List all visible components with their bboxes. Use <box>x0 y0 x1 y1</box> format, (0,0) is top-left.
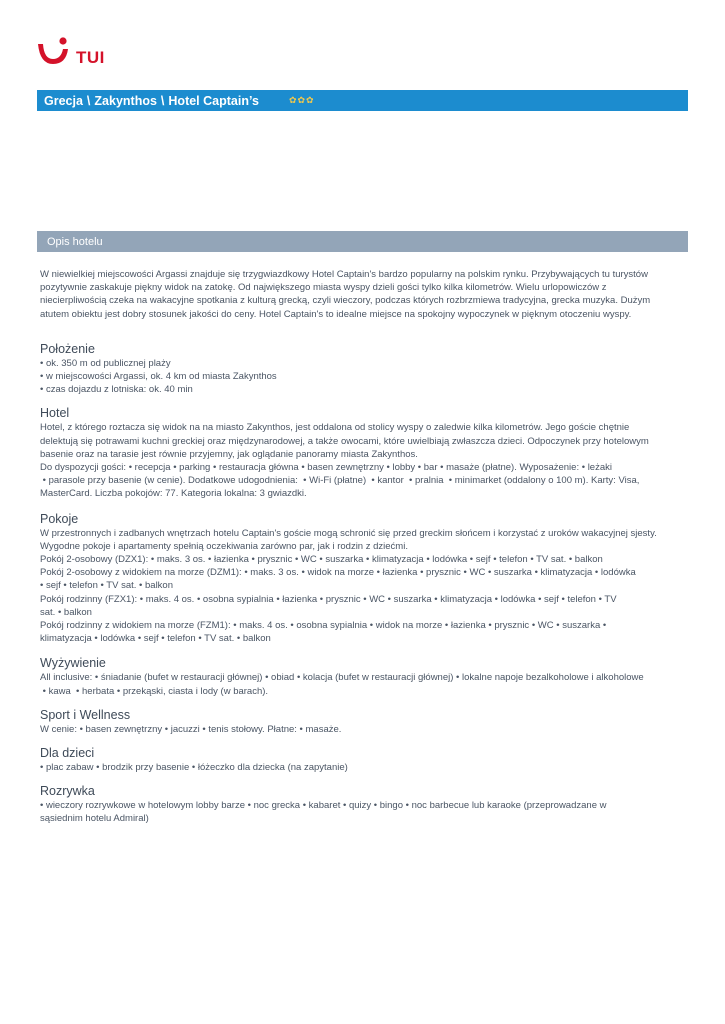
section-heading: Pokoje <box>40 511 79 526</box>
breadcrumb-separator: \ <box>160 93 165 108</box>
tui-logo <box>36 36 105 70</box>
section-line: klimatyzacja • lodówka • sejf • telefon • TV sat. • balkon <box>40 633 271 645</box>
section-line: delektują się potrawami kuchni greckiej oraz międzynarodowej, a także owocami, które uwielbiają zwłaszcza dzieci. Odpoczynek przy hotelowym <box>40 435 649 447</box>
section-line: • parasole przy basenie (w cenie). Dodatkowe udogodnienia: • Wi-Fi (płatne) • kantor • pralnia • minimarket (oddalony o 100 m). Karty: Visa, <box>40 475 640 487</box>
section-line: Pokój 2-osobowy z widokiem na morze (DZM1): • maks. 3 os. • widok na morze • łazienka • prysznic • WC • suszarka • klimatyzacja • lodówka <box>40 567 636 579</box>
intro-line: W niewielkiej miejscowości Argassi znajduje się trzygwiazdkowy Hotel Captain's bardzo popularny na polskim rynku. Przybywających tu turystów <box>40 269 648 280</box>
intro-line: atutem obiektu jest dobry stosunek jakości do ceny. Hotel Captain's to idealne miejsce na spokojny wypoczynek w pięknym otoczeniu wyspy. <box>40 308 632 320</box>
intro-line: pozytywnie zaskakuje piękny widok na zatokę. Od największego miasta wyspy dzieli gości tylko kilka kilometrów. Wielu urlopowiczów z <box>40 282 607 294</box>
hotel-rating <box>289 96 314 105</box>
section-line: MasterCard. Liczba pokojów: 77. Kategoria lokalna: 3 gwiazdki. <box>40 488 307 500</box>
star-icon: ✿ <box>306 95 314 105</box>
section-line: • ok. 350 m od publicznej plaży <box>40 357 171 369</box>
section-line: Pokój rodzinny (FZX1): • maks. 4 os. • osobna sypialnia • łazienka • prysznic • WC • suszarka • klimatyzacja • lodówka • sejf • telefon • TV <box>40 593 617 605</box>
section-heading: Rozrywka <box>40 784 95 799</box>
breadcrumb-separator: \ <box>86 93 91 108</box>
breadcrumb-country[interactable]: Grecja <box>44 93 83 108</box>
section-heading: Dla dzieci <box>40 746 95 761</box>
section-line: W przestronnych i zadbanych wnętrzach hotelu Captain's goście mogą schronić się przed greckim słońcem i korzystać z uroków wakacyjnej sjesty. <box>40 527 657 539</box>
section-line: Pokój rodzinny z widokiem na morze (FZM1): • maks. 4 os. • osobna sypialnia • widok na morze • łazienka • prysznic • WC • suszarka • <box>40 620 607 632</box>
section-line: • sejf • telefon • TV sat. • balkon <box>40 580 173 592</box>
section-line: • kawa • herbata • przekąski, ciasta i lody (w barach). <box>40 685 269 697</box>
hotel-description <box>40 268 660 826</box>
section-title: Opis hotelu <box>47 235 103 248</box>
section-line: • wieczory rozrywkowe w hotelowym lobby barze • noc grecka • kabaret • quizy • bingo • noc barbecue lub karaoke (przeprowadzane w <box>40 800 607 812</box>
section-hotel <box>40 405 660 500</box>
logo-text: TUI <box>76 48 105 67</box>
tui-smile-icon <box>36 36 72 70</box>
section-sport <box>40 707 660 736</box>
intro-paragraph <box>40 268 660 321</box>
section-rozrywka <box>40 783 660 825</box>
intro-line: niecierpliwością czeka na wakacyjne spotkania z kulturą grecką, czyli wieczory, podczas których rozbrzmiewa tradycyjna, grecka muzyka. Dużym <box>40 295 651 307</box>
section-wyzywienie <box>40 655 660 697</box>
section-line: All inclusive: • śniadanie (bufet w restauracji głównej) • obiad • kolacja (bufet w restauracji głównej) • lokalne napoje bezalkoholowe i alkoholowe <box>40 672 644 684</box>
section-line: W cenie: • basen zewnętrzny • jacuzzi • tenis stołowy. Płatne: • masaże. <box>40 723 342 735</box>
breadcrumb-region[interactable]: Zakynthos <box>94 93 157 108</box>
section-line: Do dyspozycji gości: • recepcja • parking • restauracja główna • basen zewnętrzny • lobby • bar • masaże (płatne). Wyposażenie: • leżaki <box>40 462 612 474</box>
section-line: • plac zabaw • brodzik przy basenie • łóżeczko dla dziecka (na zapytanie) <box>40 762 348 774</box>
section-line: sąsiednim hotelu Admiral) <box>40 813 149 825</box>
section-line: basenie oraz na tarasie jest równie przyjemny, jak oglądanie panoramy miasta Zakynthos. <box>40 448 418 460</box>
star-icon: ✿ <box>288 95 297 105</box>
section-polozenie <box>40 341 660 397</box>
section-line: Pokój 2-osobowy (DZX1): • maks. 3 os. • łazienka • prysznic • WC • suszarka • klimatyzacja • lodówka • sejf • telefon • TV sat. • balkon <box>40 554 603 566</box>
star-icon: ✿ <box>297 95 306 105</box>
section-bar-description <box>37 231 688 252</box>
hotel-header-bar <box>37 90 688 111</box>
section-heading: Położenie <box>40 341 95 356</box>
breadcrumb <box>44 94 259 108</box>
section-line: • czas dojazdu z lotniska: ok. 40 min <box>40 384 193 396</box>
section-line: • w miejscowości Argassi, ok. 4 km od miasta Zakynthos <box>40 371 277 383</box>
section-pokoje <box>40 511 660 646</box>
section-heading: Hotel <box>40 406 70 421</box>
section-dzieci <box>40 745 660 774</box>
section-heading: Wyżywienie <box>40 656 106 671</box>
breadcrumb-hotel: Hotel Captain’s <box>168 93 259 108</box>
section-heading: Sport i Wellness <box>40 707 131 722</box>
section-line: Wygodne pokoje i apartamenty spełnią oczekiwania zarówno par, jak i rodzin z dziećmi. <box>40 540 408 552</box>
section-line: sat. • balkon <box>40 606 92 618</box>
section-line: Hotel, z którego roztacza się widok na na miasto Zakynthos, jest oddalona od stolicy wyspy o zaledwie kilka kilometrów. Jego goście chętnie <box>40 422 630 434</box>
